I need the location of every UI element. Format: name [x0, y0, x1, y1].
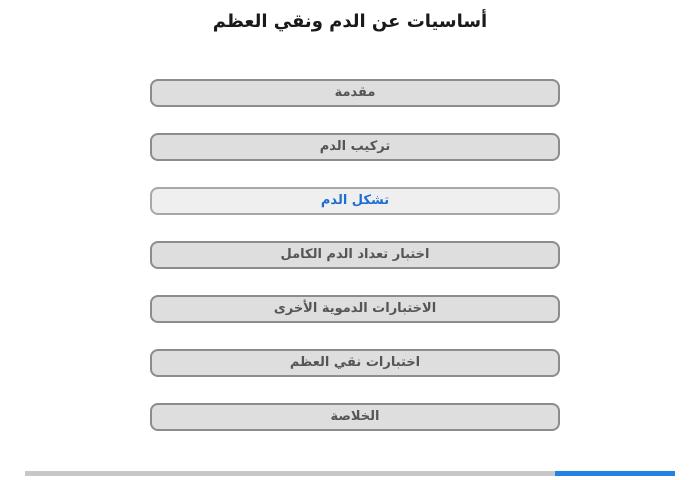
chapter-menu	[150, 79, 560, 457]
progress-bar-fill	[555, 471, 675, 476]
menu-item-complete-blood-count[interactable]: اختبار تعداد الدم الكامل	[150, 241, 560, 269]
menu-item-summary[interactable]: الخلاصة	[150, 403, 560, 431]
progress-bar	[25, 471, 675, 476]
page-title: أساسيات عن الدم ونقي العظم	[212, 11, 488, 32]
menu-item-introduction[interactable]: مقدمة	[150, 79, 560, 107]
menu-item-blood-composition[interactable]: تركيب الدم	[150, 133, 560, 161]
menu-item-bone-marrow-tests[interactable]: اختبارات نقي العظم	[150, 349, 560, 377]
menu-item-other-blood-tests[interactable]: الاختبارات الدموية الأخرى	[150, 295, 560, 323]
menu-item-hematopoiesis[interactable]: تشكل الدم	[150, 187, 560, 215]
